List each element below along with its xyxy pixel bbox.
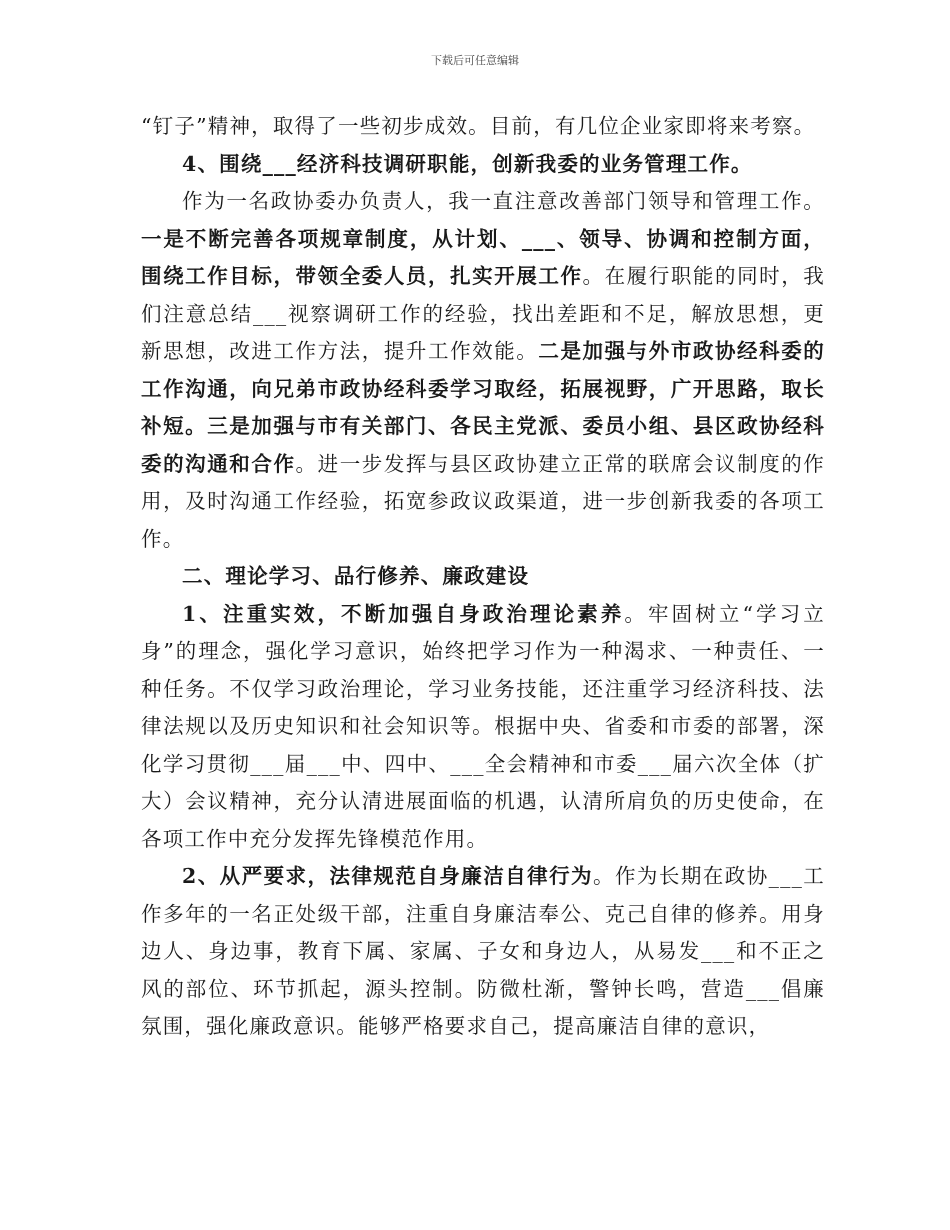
body-text (141, 108, 825, 1046)
text-run-bold: 二、理论学习、品行修养、廉政建设 (182, 564, 530, 588)
paragraph-integrity (141, 858, 825, 1046)
text-run-bold: 2、从严要求，法律规范自身廉洁自律行为 (182, 864, 593, 888)
text-run: 。进一步发挥与县区政协建立正常的联席会议制度的作用，及时沟通工作经验，拓宽参政议政渠道，进一步创新我委的各项工作。 (141, 451, 825, 551)
text-run: 。牢固树立“学习立身”的理念，强化学习意识，始终把学习作为一种渴求、一种责任、一种任务。不仅学习政治理论，学习业务技能，还注重学习经济科技、法律法规以及历史知识和社会知识等。根据中央、省委和市委的部署，深化学习贯彻___届___中、四中、___全会精神和市委___届六次全体（扩大）会议精神，充分认清进展面临的机遇，认清所肩负的历史使命，在各项工作中充分发挥先锋模范作用。 (141, 601, 825, 851)
text-run: 作为一名政协委办负责人，我一直注意改善部门领导和管理工作。 (182, 189, 825, 213)
text-run: 。作为长期在政协___工作多年的一名正处级干部，注重自身廉洁奉公、克己自律的修养。用身边人、身边事，教育下属、家属、子女和身边人，从易发___和不正之风的部位、环节抓起，源头控制。防微杜渐，警钟长鸣，营造___倡廉氛围，强化廉政意识。能够严格要求自己，提高廉洁自律的意识， (141, 864, 825, 1038)
header-note: 下载后可任意编辑 (431, 54, 519, 67)
text-run-bold: 1、注重实效，不断加强自身政治理论素养 (182, 601, 625, 626)
text-run: 。在履行职能的同时，我们注意总结___视察调研工作的经验，找出差距和不足，解放思想，更新思想，改进工作方法，提升工作效能。 (141, 264, 825, 363)
paragraph-management (141, 183, 825, 558)
section-heading-two (141, 558, 825, 596)
text-run-bold: 二是加强与外市政协经科委的工作沟通，向兄弟市政协经科委学习取经，拓展视野，广开思路，取长补短。三是加强与市有关部门、各民主党派、委员小组、县区政协经科委的沟通和合作 (141, 339, 825, 476)
text-run-bold: 4、围绕___经济科技调研职能，创新我委的业务管理工作。 (182, 151, 753, 176)
section-heading-4 (141, 146, 825, 184)
paragraph-continuation (141, 108, 825, 146)
text-run-bold: 一是不断完善各项规章制度，从计划、___、领导、协调和控制方面，围绕工作目标，带领全委人员，扎实开展工作 (141, 226, 825, 288)
text-run: “钉子”精神，取得了一些初步成效。目前，有几位企业家即将来考察。 (141, 114, 816, 138)
paragraph-study (141, 596, 825, 859)
